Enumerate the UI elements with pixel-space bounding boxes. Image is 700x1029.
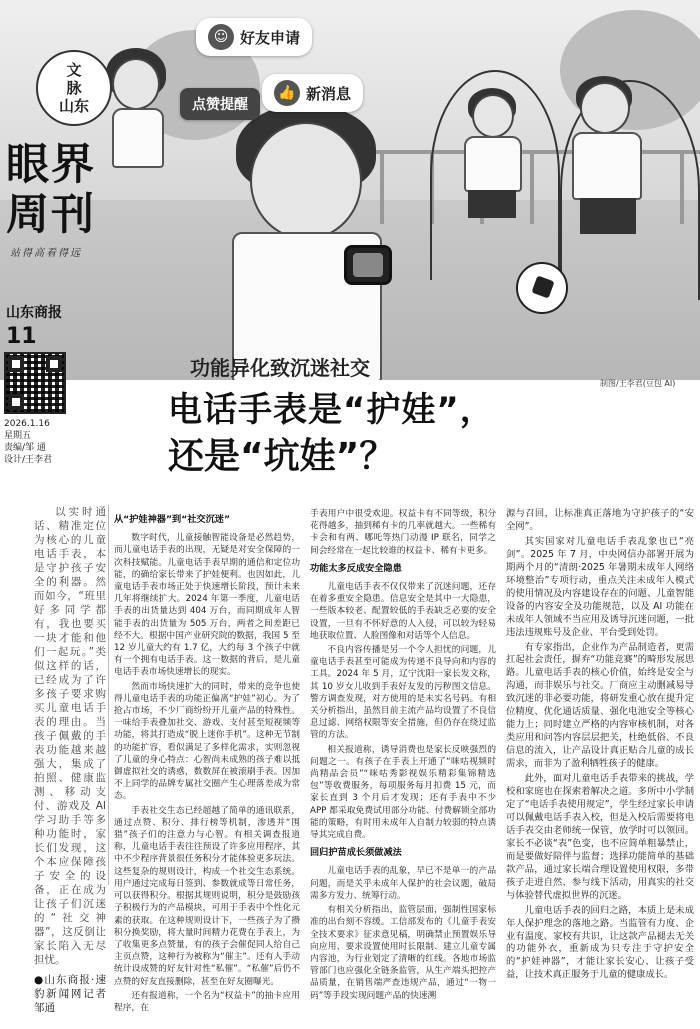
paragraph: 儿童电话手表的回归之路，本质上是未成年人保护理念的落地之路。当监管有力度、企业有温度、家校有共识，让这款产品褪去无关的功能外衣，重新成为只专注于守护安全的“护娃神器”，才能让家长安心、让孩子受益，让技术真正服务于儿童的健康成长。 [506,904,694,981]
paragraph: 儿童电话手表不仅仅带来了沉迷问题，还存在着多重安全隐患。信息安全是其中一大隐患，一些版本较老、配置较低的手表缺乏必要的安全设置，一旦有不怀好意的人入侵，可以较为轻易地获取位置、人脸图像和对话等个人信息。 [310,582,496,641]
section-title: 眼界周刊 [6,140,96,240]
logo-char: 脉 [66,79,82,97]
byline: ●山东商报·速豹新闻网记者 邹通 [34,974,106,1014]
thumbs-up-icon: 👍 [274,80,300,106]
paragraph: 有相关分析指出，监管层面，强制性国家标准的出台刻不容缓。工信部发布的《儿童手表安全技术要求》征求意见稿，明确禁止预置娱乐导向应用、要求设置使用时长限制、建立儿童专属内容池，为行业划定了清晰的红线。各地市场监管部门也应强化全链条监管，从生产端头把控产品质量，在销售端严查违规产品，通过“一物一码”等手段实现问题产品的快速溯 [310,905,496,1001]
smartwatch-icon [344,245,392,285]
illustration-credit: 制图/王李君(豆包 AI) [600,379,676,388]
paragraph: 儿童电话手表的乱象，早已不是单一的产品问题，而是关乎未成年人保护的社会议题，破局需多方发力、统筹行动。 [310,866,496,901]
logo-char: 文 [66,61,82,79]
new-message-label: 新消息 [306,84,352,103]
kicker-title: 功能异化致沉迷社交 [190,356,370,380]
section-slogan: 站得高看得远 [10,248,82,259]
avatar-icon: ☺ [208,24,234,50]
newspaper-name: 山东商报 [6,305,62,321]
qr-code-icon [4,352,66,414]
like-reminder-bubble [180,88,260,120]
paragraph: 手表社交生态已经超越了简单的通讯联系，通过点赞、积分、排行榜等机制，渗透并“围猎”孩子们的注意力与心智。有相关调查报道称，儿童电话手表往往预设了许多应用程序，其中不少程序背景很任务积分才能体验更多玩法。这些复杂的规则设计，构成一个社交生态系统。用户通过完成每日签到、参数就成等日常任务，可以获得积分。根据其规则说明，积分是鼓励孩子积极行为的产品模块，可用于手表中个性化元素的获取。在这种规则设计下，一些孩子为了攒积分换奖励，将大量时间精力花费在手表上，为了收集更多点赞量，有的孩子会催促同人给自己主页点赞，这种行为被称为“催主”。还有人手动统计设成赞的好友针对性“私催”。“私催”后仍不点赞的好友直接删除，甚至在好友圈曝光。 [114,805,300,987]
paragraph: 相关报道称，诱导消费也是家长反映强烈的问题之一。有孩子在手表上开通了“咪咕视频时尚精品会员”“咪咕秀影视娱乐精彩集锦精选包”等收费服务，每项服务每月扣费 15 元，而家长直到 3 个月后才发现；还有手表中不少 APP 都采取免费试用部分功能、付费解锁全部功能的策略，有时用未成年人自制力较弱的特点诱导其完成自费。 [310,744,496,841]
paragraph: 手表用户中很受欢迎。权益卡有不同等级，积分花得越多，抽到稀有卡的几率就越大。一些稀有卡会和有两、哪吒等热门动漫 IP 联名，同学之间会经常在一起比较谁的权益卡、稀有卡更多。 [310,509,496,556]
section-heading: 从“护娃神器”到“社交沉迷” [114,514,231,525]
paragraph: 此外，面对儿童电话手表带来的挑战，学校和家庭也在探索着解决之道。多所中小学制定了“电话手表使用规定”，学生经过家长申请可以佩戴电话手表入校，但是入校后需要将电话手表交由老师统一保管，放学时可以领回。家长不必谈“表”色变，也不应简单粗暴禁止，而是要做好陪伴与监督；选择功能简单的基础款产品，通过家长端合理设置使用权限，多带孩子走进自然、参与线下活动，用真实的社交与体验替代虚拟世界的沉迷。 [506,773,694,901]
issue-editor: 责编/邹 通 [4,443,46,453]
paragraph: 还有报道称，一个名为“权益卡”的抽卡应用程序，在 [114,990,300,1013]
section-heading: 功能太多反成安全隐患 [310,562,402,574]
paragraph: 源与召回，让标准真正落地为守护孩子的“安全网”。 [506,508,694,532]
like-reminder-label: 点赞提醒 [192,97,248,113]
article-column-3 [506,508,694,984]
page-number: 11 [6,324,37,349]
issue-date: 2026.1.16 [4,419,50,429]
article-column-1 [114,508,300,1016]
soccer-ball-icon [516,262,568,314]
issue-weekday: 星期五 [4,431,32,441]
new-message-bubble [262,74,363,112]
friend-request-label: 好友申请 [240,28,301,47]
paragraph: 不良内容传播是另一个令人担忧的问题，儿童电话手表甚至可能成为传递不良导向和内容的工具。2024 年 5 月，辽宁沈阳一家长发文称，其 10 岁女儿收到手表好友发的污秽图文信息。警方调查发现，对方使用的是未实名号码。有相关分析指出，虽然目前主流产品均设置了不良信息过滤、网络权限等安全措施，但仍存在绕过监管的方法。 [310,645,496,741]
headline-line2: 还是“坑娃”？ [168,436,396,477]
issue-designer: 设计/王李君 [4,455,53,465]
logo-char: 山东 [58,97,89,115]
section-heading: 回归护苗成长须做减法 [310,847,402,859]
article-column-2 [310,508,496,1004]
issue-meta [4,418,84,466]
paragraph: 有专家指出，企业作为产品制造者，更需扛起社会责任，摒弃“功能竞赛”的畸形发展思路。儿童电话手表的核心价值，始终是安全与沟通，而非娱乐与社交。厂商应主动删减易导致沉迷的非必要功能，将研发重心放在提升定位精度、优化通话质量、强化电池安全等核心能力上；同时建立严格的内容审核机制，对各类应用和问答内容层层把关，杜绝低俗、不良信息的流入，让产品设计真正贴合儿童的成长需求，而非为了盈利牺牲孩子的健康。 [506,641,694,770]
paragraph: 然而市场快速扩大的同时，带来的竞争也使得儿童电话手表的功能正偏离“护娃”初心。为了抢占市场，不少厂商纷纷开儿童产品的特殊性。一味给手表叠加社交、游戏、支付甚至短视频等功能，将其打造成“脱上迷你手机”。这种无节制的功能扩容，看似满足了多样化需求，实则忽视了儿童的身心特点：心智尚未成熟的孩子难以抵御虚拟社交的诱惑，数数屏在被滚刷手表。因加不上同学的品牌专属社交圈产生心理落差成为常态。 [114,681,300,802]
paragraph: 数字时代，儿童接触智能设备是必然趋势，而儿童电话手表的出现，无疑是对安全保障的一次科技赋能。儿童电话手表早期的通信和定位功能，的确给家长带来了护娃便利。也因如此，儿童电话手表市场正处于快速增长阶段，预计未来几年将继续扩大。2024 年第一季度，儿童电话手表的出货量达到 404 万台，而同期成年人智能手表的出货量为 505 万台，两者之间差距已经不大。根据中国产业研究院的数据，我国 5 至 12 岁儿童大约有 1.7 亿，大约每 3 个孩子中就有一个拥有电话手表。这一数据的背后，是儿童电话手表市场快速增长的现实。 [114,533,300,678]
intro-column [34,505,106,1017]
column-logo [36,50,112,126]
headline-line1: 电话手表是“护娃”， [168,390,495,430]
intro-text: 以实时通话、精准定位为核心的儿童电话手表，本是守护孩子安全的利器。然而如今，“班里好多同学都有，我也要买一块才能和他们一起玩。”类似这样的话，已经成为了许多孩子要求购买儿童电话手表的理由。当孩子佩戴的手表功能越来越强大，集成了拍照、健康监测、移动支付、游戏及 AI 学习助手等多种功能时，家长们发现，这个本应保障孩子安全的设备，正在成为让孩子们沉迷的“社交神器”，这反倒让家长陷入无尽担忧。 [34,506,106,966]
friend-request-bubble [196,18,312,56]
column-divider [108,505,109,885]
paragraph: 其实国家对儿童电话手表乱象也已“亮剑”。2025 年 7 月，中央网信办部署开展为期两个月的“清朗·2025 年暑期未成年人网络环境整治”专项行动，重点关注未成年人模式的使用情况及内容建设存在的问题、儿童智能设备的内容安全及功能规范，以及 AI 功能在未成年人领域不当应用及诱导沉迷问题，一批违法违规账号及企业、平台受到处罚。 [506,535,694,638]
